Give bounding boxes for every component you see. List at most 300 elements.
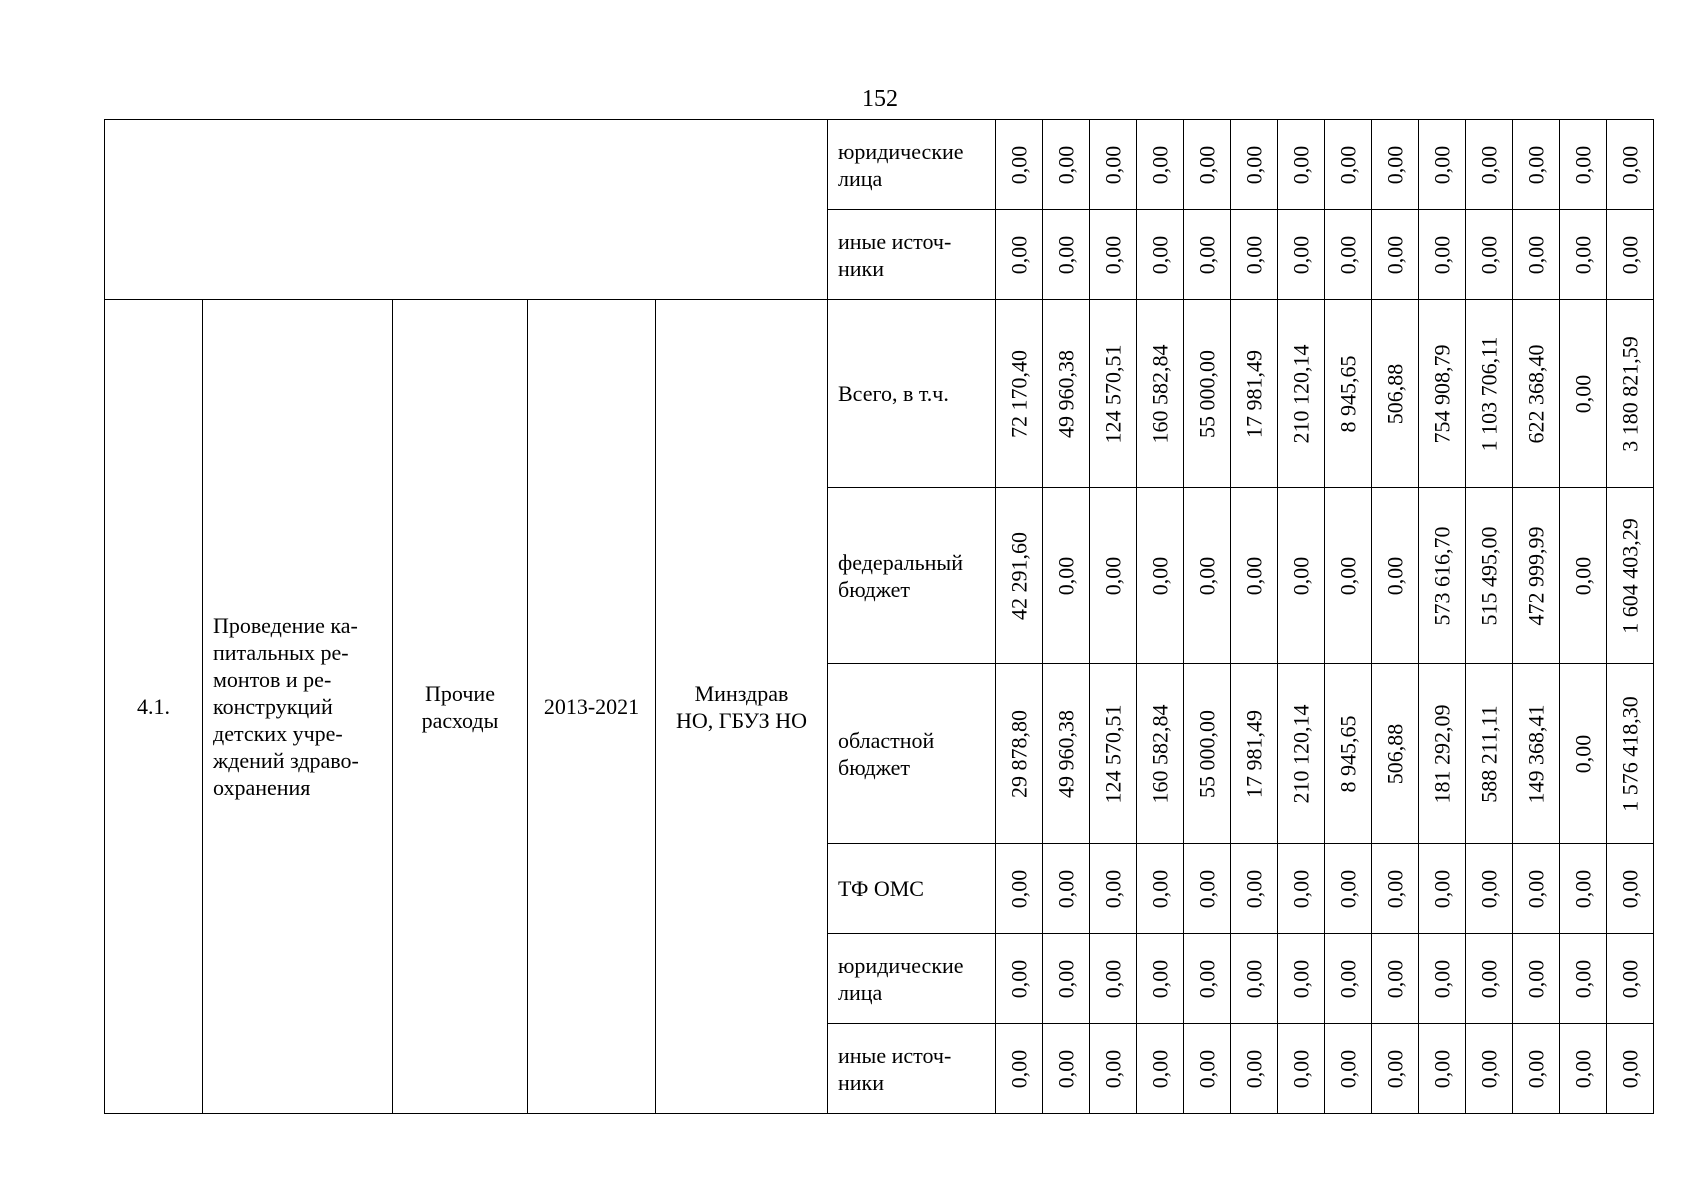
amount-value: 0,00 (1100, 145, 1126, 184)
amount-value: 0,00 (1476, 959, 1502, 998)
amount-wrap (1513, 210, 1559, 299)
amount-wrap (1607, 934, 1653, 1023)
funding-source-line: ники (838, 1069, 885, 1095)
amount-wrap (1513, 844, 1559, 933)
expense-type (393, 300, 528, 1114)
amount-value: 0,00 (1194, 556, 1220, 595)
amount-cell (1231, 210, 1278, 300)
amount-wrap (1090, 120, 1136, 209)
amount-wrap (1043, 844, 1089, 933)
amount-value: 55 000,00 (1194, 349, 1220, 438)
amount-wrap (996, 934, 1042, 1023)
amount-cell (996, 120, 1043, 210)
amount-cell (1184, 1024, 1231, 1114)
amount-cell (1231, 488, 1278, 664)
amount-wrap (1325, 300, 1371, 487)
amount-wrap (1513, 300, 1559, 487)
amount-value: 0,00 (1241, 235, 1267, 274)
amount-cell (1513, 488, 1560, 664)
amount-value: 72 170,40 (1006, 349, 1032, 438)
amount-wrap (1184, 120, 1230, 209)
amount-value: 0,00 (1617, 235, 1643, 274)
amount-cell (1372, 210, 1419, 300)
amount-wrap (1137, 120, 1183, 209)
amount-cell (1560, 300, 1607, 488)
amount-cell (1419, 934, 1466, 1024)
amount-cell (1184, 844, 1231, 934)
amount-cell (1607, 210, 1654, 300)
amount-wrap (1607, 120, 1653, 209)
amount-cell (1231, 844, 1278, 934)
amount-cell (1278, 210, 1325, 300)
amount-wrap (1325, 210, 1371, 299)
amount-wrap (1419, 844, 1465, 933)
amount-wrap (1419, 488, 1465, 663)
amount-value: 0,00 (1241, 556, 1267, 595)
amount-cell (1325, 664, 1372, 844)
amount-value: 0,00 (1570, 1049, 1596, 1088)
amount-wrap (1090, 300, 1136, 487)
amount-wrap (1278, 210, 1324, 299)
amount-wrap (1419, 300, 1465, 487)
amount-cell (1090, 934, 1137, 1024)
amount-cell (1231, 664, 1278, 844)
amount-value: 0,00 (1100, 1049, 1126, 1088)
funding-source-line: ники (838, 255, 885, 281)
amount-cell (1466, 488, 1513, 664)
amount-value: 0,00 (1570, 374, 1596, 413)
funding-source-label (828, 664, 996, 844)
amount-cell (1231, 1024, 1278, 1114)
amount-wrap (1231, 300, 1277, 487)
funding-source-label (828, 1024, 996, 1114)
amount-value: 0,00 (1617, 869, 1643, 908)
amount-wrap (1560, 120, 1606, 209)
amount-value: 0,00 (1523, 869, 1549, 908)
amount-wrap (1607, 664, 1653, 843)
amount-cell (1090, 844, 1137, 934)
amount-wrap (1090, 844, 1136, 933)
amount-value: 0,00 (1335, 1049, 1361, 1088)
amount-cell (1466, 934, 1513, 1024)
amount-value: 0,00 (1053, 1049, 1079, 1088)
amount-cell (1231, 300, 1278, 488)
amount-value: 0,00 (1053, 959, 1079, 998)
amount-wrap (1278, 1024, 1324, 1113)
amount-value: 0,00 (1335, 235, 1361, 274)
amount-wrap (1278, 844, 1324, 933)
table-row (105, 300, 1654, 488)
amount-wrap (1137, 844, 1183, 933)
amount-value: 3 180 821,59 (1617, 335, 1643, 452)
amount-cell (1513, 844, 1560, 934)
amount-cell (1560, 934, 1607, 1024)
section-name-line: детских учре- (213, 721, 343, 746)
amount-value: 124 570,51 (1100, 704, 1126, 803)
amount-cell (1560, 1024, 1607, 1114)
amount-cell (996, 1024, 1043, 1114)
amount-cell (1137, 1024, 1184, 1114)
amount-cell (1513, 664, 1560, 844)
amount-wrap (1372, 488, 1418, 663)
amount-wrap (1043, 488, 1089, 663)
funding-source-line: лица (838, 165, 883, 191)
amount-wrap (1419, 1024, 1465, 1113)
amount-cell (1466, 120, 1513, 210)
amount-value: 0,00 (1382, 235, 1408, 274)
amount-value: 573 616,70 (1429, 526, 1455, 625)
funding-source-label (828, 934, 996, 1024)
amount-value: 0,00 (1194, 235, 1220, 274)
amount-value: 0,00 (1523, 235, 1549, 274)
amount-wrap (1231, 934, 1277, 1023)
amount-wrap (1231, 120, 1277, 209)
section-name (203, 300, 393, 1114)
amount-value: 0,00 (1570, 869, 1596, 908)
implementation-period: 2013-2021 (528, 300, 656, 1114)
amount-cell (1466, 1024, 1513, 1114)
amount-cell (1419, 120, 1466, 210)
funding-source-line: ТФ ОМС (838, 876, 924, 901)
amount-cell (1607, 934, 1654, 1024)
amount-wrap (1043, 1024, 1089, 1113)
amount-value: 515 495,00 (1476, 526, 1502, 625)
amount-cell (1278, 844, 1325, 934)
amount-wrap (1607, 210, 1653, 299)
amount-cell (1372, 488, 1419, 664)
amount-value: 0,00 (1523, 959, 1549, 998)
amount-wrap (1607, 844, 1653, 933)
amount-wrap (1231, 1024, 1277, 1113)
amount-value: 0,00 (1147, 1049, 1173, 1088)
amount-wrap (996, 488, 1042, 663)
amount-cell (1607, 844, 1654, 934)
amount-wrap (1372, 664, 1418, 843)
amount-cell (1137, 664, 1184, 844)
amount-wrap (1043, 934, 1089, 1023)
merged-blank-cell (105, 120, 828, 300)
amount-cell (996, 210, 1043, 300)
amount-value: 0,00 (1288, 1049, 1314, 1088)
amount-wrap (1278, 664, 1324, 843)
amount-wrap (1466, 300, 1512, 487)
amount-wrap (1607, 488, 1653, 663)
amount-value: 0,00 (1006, 1049, 1032, 1088)
amount-wrap (1372, 300, 1418, 487)
amount-cell (1372, 664, 1419, 844)
amount-value: 17 981,49 (1241, 709, 1267, 798)
amount-value: 0,00 (1194, 145, 1220, 184)
amount-value: 49 960,38 (1053, 349, 1079, 438)
amount-value: 0,00 (1335, 869, 1361, 908)
amount-value: 506,88 (1382, 723, 1408, 784)
amount-cell (1090, 120, 1137, 210)
amount-value: 0,00 (1194, 869, 1220, 908)
amount-cell (1325, 300, 1372, 488)
expense-type-line: расходы (421, 707, 499, 733)
amount-value: 622 368,40 (1523, 344, 1549, 443)
amount-wrap (996, 120, 1042, 209)
amount-cell (1184, 210, 1231, 300)
amount-cell (1419, 1024, 1466, 1114)
section-name-line: Проведение ка- (213, 613, 358, 638)
amount-wrap (1278, 120, 1324, 209)
amount-cell (996, 664, 1043, 844)
funding-source-line: иные источ- (838, 1042, 952, 1068)
amount-wrap (1184, 1024, 1230, 1113)
amount-wrap (1090, 488, 1136, 663)
amount-cell (1325, 488, 1372, 664)
amount-value: 0,00 (1194, 1049, 1220, 1088)
amount-value: 0,00 (1429, 145, 1455, 184)
amount-value: 0,00 (1100, 556, 1126, 595)
amount-cell (1372, 1024, 1419, 1114)
executor-line: Минздрав (694, 680, 789, 706)
amount-wrap (1137, 300, 1183, 487)
amount-cell (1043, 934, 1090, 1024)
amount-cell (1560, 488, 1607, 664)
amount-wrap (1560, 1024, 1606, 1113)
amount-cell (1607, 664, 1654, 844)
amount-wrap (1231, 488, 1277, 663)
funding-source-line: бюджет (838, 576, 910, 602)
amount-cell (1513, 1024, 1560, 1114)
amount-value: 0,00 (1570, 145, 1596, 184)
amount-value: 0,00 (1100, 235, 1126, 274)
funding-source-label (828, 844, 996, 934)
amount-cell (996, 488, 1043, 664)
amount-value: 149 368,41 (1523, 704, 1549, 803)
executor-line: НО, ГБУЗ НО (676, 707, 807, 733)
amount-cell (1043, 844, 1090, 934)
amount-wrap (1560, 844, 1606, 933)
amount-value: 472 999,99 (1523, 526, 1549, 625)
amount-value: 0,00 (1476, 1049, 1502, 1088)
amount-value: 506,88 (1382, 363, 1408, 424)
amount-wrap (1607, 1024, 1653, 1113)
amount-value: 210 120,14 (1288, 704, 1314, 803)
funding-source-line: Всего, в т.ч. (838, 381, 949, 406)
amount-cell (1184, 488, 1231, 664)
amount-cell (996, 844, 1043, 934)
amount-wrap (1090, 664, 1136, 843)
amount-value: 0,00 (1006, 959, 1032, 998)
amount-value: 0,00 (1147, 235, 1173, 274)
amount-wrap (1372, 1024, 1418, 1113)
amount-wrap (1419, 210, 1465, 299)
amount-wrap (1137, 488, 1183, 663)
funding-source-label (828, 120, 996, 210)
amount-wrap (1560, 210, 1606, 299)
section-number: 4.1. (105, 300, 203, 1114)
amount-value: 8 945,65 (1335, 715, 1361, 792)
amount-value: 0,00 (1523, 1049, 1549, 1088)
amount-cell (1137, 300, 1184, 488)
amount-cell (1513, 934, 1560, 1024)
amount-cell (1325, 1024, 1372, 1114)
amount-cell (1137, 210, 1184, 300)
amount-value: 49 960,38 (1053, 709, 1079, 798)
amount-wrap (1466, 1024, 1512, 1113)
amount-cell (1607, 300, 1654, 488)
amount-value: 8 945,65 (1335, 355, 1361, 432)
amount-cell (1560, 120, 1607, 210)
amount-cell (1466, 664, 1513, 844)
amount-value: 0,00 (1429, 959, 1455, 998)
amount-cell (1419, 844, 1466, 934)
amount-cell (1513, 300, 1560, 488)
amount-cell (1325, 844, 1372, 934)
section-name-line: конструкций (213, 694, 333, 719)
amount-cell (1419, 664, 1466, 844)
amount-cell (996, 934, 1043, 1024)
amount-wrap (1513, 934, 1559, 1023)
amount-cell (1278, 300, 1325, 488)
amount-wrap (996, 210, 1042, 299)
amount-value: 0,00 (1570, 556, 1596, 595)
amount-value: 181 292,09 (1429, 704, 1455, 803)
executor (656, 300, 828, 1114)
amount-value: 0,00 (1617, 959, 1643, 998)
amount-value: 160 582,84 (1147, 344, 1173, 443)
amount-cell (1090, 488, 1137, 664)
amount-value: 0,00 (1147, 556, 1173, 595)
amount-wrap (1043, 300, 1089, 487)
amount-value: 0,00 (1241, 1049, 1267, 1088)
amount-wrap (1325, 120, 1371, 209)
amount-value: 0,00 (1523, 145, 1549, 184)
amount-value: 0,00 (1382, 556, 1408, 595)
amount-value: 29 878,80 (1006, 709, 1032, 798)
amount-cell (1184, 934, 1231, 1024)
amount-wrap (1325, 844, 1371, 933)
amount-cell (1278, 488, 1325, 664)
funding-source-label (828, 488, 996, 664)
amount-cell (1231, 934, 1278, 1024)
amount-value: 0,00 (1053, 235, 1079, 274)
amount-cell (1372, 844, 1419, 934)
amount-wrap (1184, 300, 1230, 487)
page-number: 152 (862, 86, 898, 112)
amount-wrap (1325, 934, 1371, 1023)
amount-wrap (1372, 210, 1418, 299)
amount-value: 1 604 403,29 (1617, 517, 1643, 634)
amount-cell (1325, 210, 1372, 300)
amount-wrap (1231, 844, 1277, 933)
amount-cell (1466, 300, 1513, 488)
amount-value: 42 291,60 (1006, 531, 1032, 620)
amount-value: 0,00 (1476, 869, 1502, 908)
expense-type-line: Прочие (425, 680, 495, 706)
amount-value: 0,00 (1053, 145, 1079, 184)
amount-cell (1043, 120, 1090, 210)
amount-cell (1325, 120, 1372, 210)
amount-wrap (1278, 934, 1324, 1023)
amount-wrap (1090, 1024, 1136, 1113)
amount-value: 0,00 (1429, 1049, 1455, 1088)
amount-value: 0,00 (1570, 235, 1596, 274)
amount-value: 0,00 (1241, 145, 1267, 184)
amount-cell (1372, 934, 1419, 1024)
amount-value: 0,00 (1476, 145, 1502, 184)
amount-cell (1607, 1024, 1654, 1114)
amount-wrap (1090, 934, 1136, 1023)
amount-wrap (996, 844, 1042, 933)
amount-wrap (1419, 120, 1465, 209)
table-row (105, 120, 1654, 210)
amount-value: 1 576 418,30 (1617, 695, 1643, 812)
amount-wrap (1231, 210, 1277, 299)
amount-wrap (1184, 934, 1230, 1023)
amount-cell (1419, 300, 1466, 488)
amount-cell (1278, 664, 1325, 844)
section-name-line: питальных ре- (213, 640, 349, 665)
amount-cell (1090, 210, 1137, 300)
amount-wrap (1278, 488, 1324, 663)
amount-value: 0,00 (1100, 869, 1126, 908)
amount-wrap (1372, 120, 1418, 209)
amount-cell (1325, 934, 1372, 1024)
amount-wrap (1184, 488, 1230, 663)
amount-cell (1090, 300, 1137, 488)
amount-value: 0,00 (1147, 959, 1173, 998)
amount-value: 0,00 (1288, 959, 1314, 998)
section-name-line: монтов и ре- (213, 667, 332, 692)
amount-cell (1043, 664, 1090, 844)
amount-wrap (1560, 300, 1606, 487)
amount-cell (1372, 120, 1419, 210)
amount-wrap (1419, 934, 1465, 1023)
amount-cell (1184, 120, 1231, 210)
amount-cell (1419, 488, 1466, 664)
amount-cell (1137, 934, 1184, 1024)
amount-cell (1466, 844, 1513, 934)
amount-wrap (1325, 664, 1371, 843)
amount-wrap (996, 1024, 1042, 1113)
amount-value: 0,00 (1382, 959, 1408, 998)
amount-value: 0,00 (1006, 235, 1032, 274)
budget-table (104, 119, 1654, 1114)
amount-value: 0,00 (1288, 235, 1314, 274)
amount-value: 124 570,51 (1100, 344, 1126, 443)
funding-source-label (828, 210, 996, 300)
amount-value: 0,00 (1335, 145, 1361, 184)
amount-cell (1231, 120, 1278, 210)
amount-wrap (1137, 210, 1183, 299)
amount-cell (1043, 210, 1090, 300)
amount-wrap (1090, 210, 1136, 299)
amount-cell (1278, 1024, 1325, 1114)
amount-value: 0,00 (1382, 145, 1408, 184)
amount-cell (996, 300, 1043, 488)
amount-cell (1560, 844, 1607, 934)
amount-wrap (1466, 934, 1512, 1023)
amount-wrap (1278, 300, 1324, 487)
amount-value: 0,00 (1241, 869, 1267, 908)
amount-cell (1043, 488, 1090, 664)
amount-cell (1513, 210, 1560, 300)
amount-cell (1184, 664, 1231, 844)
amount-value: 0,00 (1241, 959, 1267, 998)
amount-wrap (1184, 210, 1230, 299)
amount-cell (1513, 120, 1560, 210)
amount-cell (1560, 210, 1607, 300)
amount-wrap (1372, 844, 1418, 933)
amount-wrap (1607, 300, 1653, 487)
amount-wrap (1513, 120, 1559, 209)
amount-wrap (1043, 210, 1089, 299)
amount-value: 0,00 (1570, 959, 1596, 998)
